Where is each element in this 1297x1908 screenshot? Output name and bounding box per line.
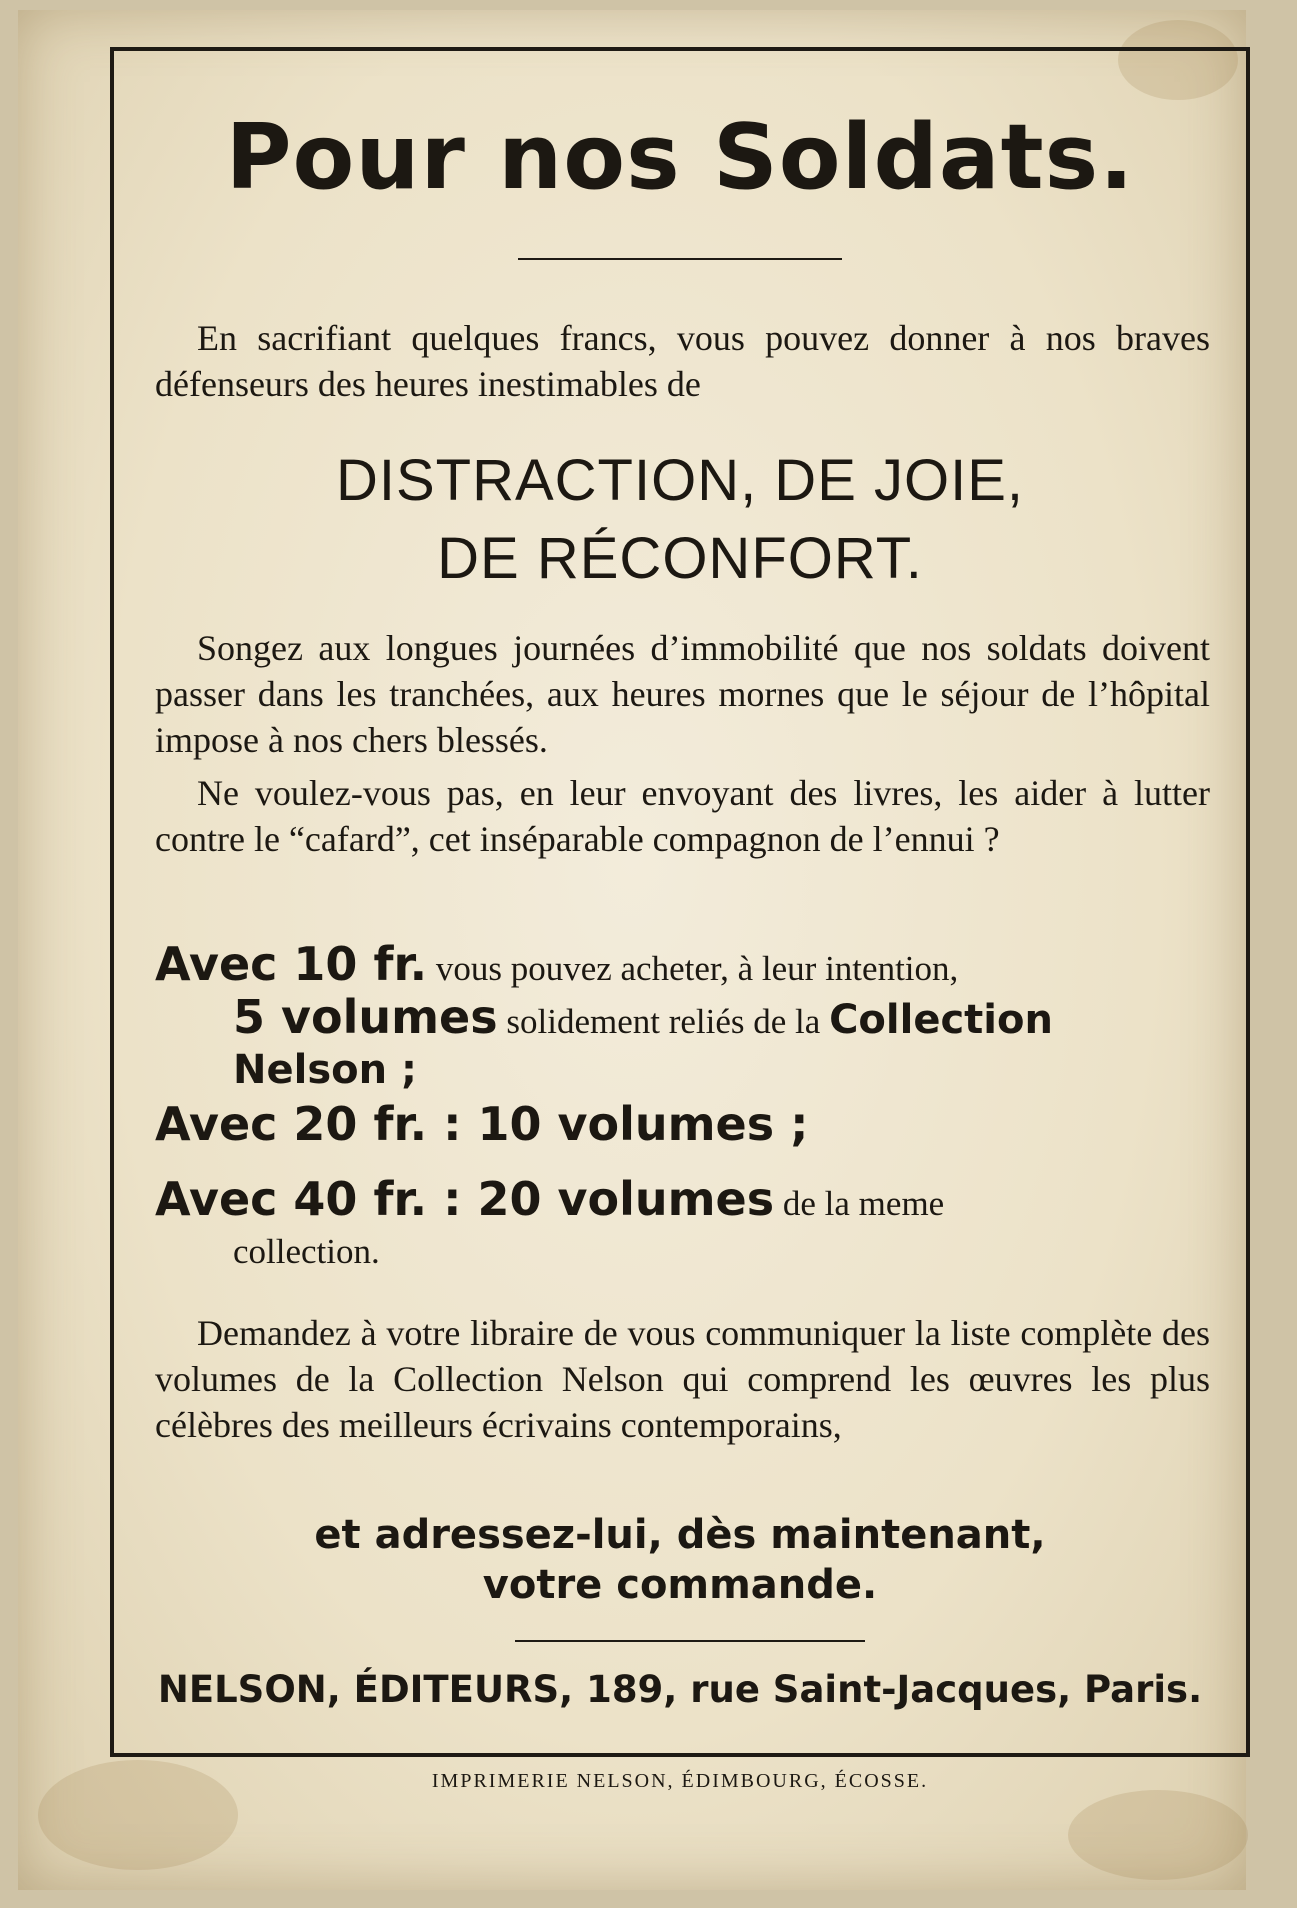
offer-line: Avec 20 fr. : 10 volumes ; <box>155 1097 809 1151</box>
body-paragraph: Demandez à votre libraire de vous communiquer la liste complète des volumes de la Collection Nelson qui comprend les œuvres les plus célèbres des meilleurs écrivains contemporains, <box>155 1313 1210 1445</box>
closing-line: et adressez-lui, dès maintenant, <box>314 1512 1046 1558</box>
offer-10-francs <box>155 937 1215 1096</box>
publisher-address: NELSON, ÉDITEURS, 189, rue Saint-Jacques, Paris. <box>157 1668 1203 1711</box>
printer-credit: IMPRIMERIE NELSON, ÉDIMBOURG, ÉCOSSE. <box>431 1770 929 1792</box>
divider <box>515 1640 865 1642</box>
offer-20-francs <box>155 1097 1215 1153</box>
highlight-block <box>110 442 1250 598</box>
offer-40-francs <box>155 1172 1215 1276</box>
offer-text: collection. <box>233 1232 380 1271</box>
offer-text: solidement reliés de la <box>506 1002 821 1041</box>
divider <box>518 258 842 260</box>
closing-line: votre commande. <box>482 1562 878 1608</box>
body-paragraph: Ne voulez-vous pas, en leur envoyant des livres, les aider à lutter contre le “cafard”, cet inséparable compagnon de l’ennui ? <box>155 773 1210 859</box>
offer-price: Avec 10 fr. <box>155 937 428 991</box>
closing-call <box>110 1510 1250 1610</box>
offer-price: Avec 40 fr. : 20 volumes <box>155 1172 775 1226</box>
intro-paragraph: En sacrifiant quelques francs, vous pouvez donner à nos braves défenseurs des heures inestimables de <box>155 318 1210 404</box>
page-title: Pour nos Soldats. <box>225 105 1135 210</box>
offer-volumes: 5 volumes <box>233 990 498 1044</box>
offer-collection: Collection Nelson ; <box>233 997 1053 1093</box>
paper-stain <box>1068 1790 1248 1880</box>
offer-text: vous pouvez acheter, à leur intention, <box>435 949 959 988</box>
content-border <box>110 47 1250 1757</box>
offer-text: de la meme <box>782 1184 945 1223</box>
highlight-line: DE RÉCONFORT. <box>437 526 923 591</box>
highlight-line: DISTRACTION, DE JOIE, <box>335 448 1025 513</box>
body-paragraph: Songez aux longues journées d’immobilité que nos soldats doivent passer dans les tranchées, aux heures mornes que le séjour de l’hôpital impose à nos chers blessés. <box>155 628 1210 760</box>
